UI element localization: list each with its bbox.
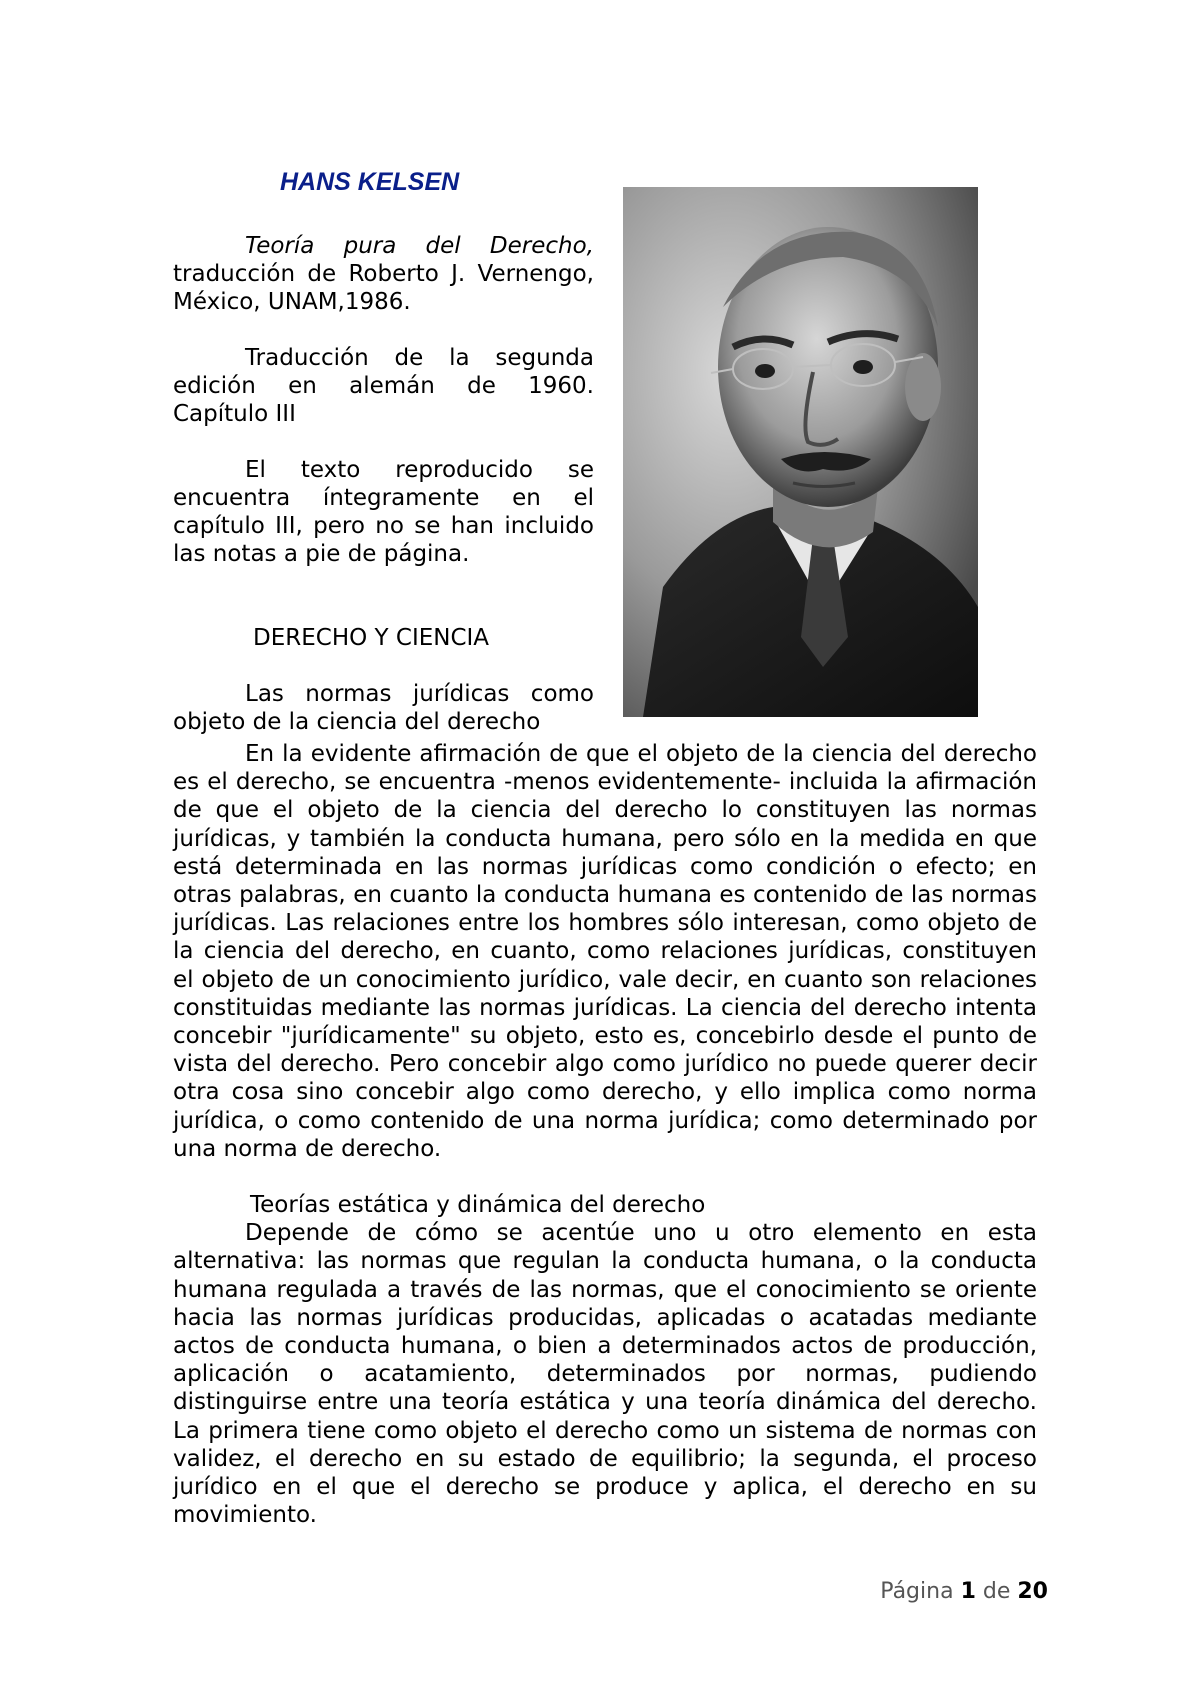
translation-note: Traducción de la segunda edición en alemán de 1960. Capítulo III <box>173 345 594 427</box>
portrait-image <box>623 187 978 717</box>
subheading-teorias: Teorías estática y dinámica del derecho <box>250 1192 706 1219</box>
book-title: Teoría pura del Derecho, <box>245 233 594 259</box>
text-note: El texto reproducido se encuentra íntegramente en el capítulo III, pero no se han incluido las notas a pie de página. <box>173 457 594 567</box>
document-title: HANS KELSEN <box>280 168 460 196</box>
section-heading: DERECHO Y CIENCIA <box>253 625 490 651</box>
page-number: 1 <box>960 1579 976 1604</box>
intro-column <box>173 232 594 736</box>
paragraph-teorias: Depende de cómo se acentúe uno u otro elemento en esta alternativa: las normas que regulan la conducta humana, o la conducta humana regulada a través de las normas, que el conocimiento se oriente hacia las normas jurídicas producidas, aplicadas o acatadas mediante actos de conducta humana, o bien a determinados actos de producción, aplicación o acatamiento, determinados por normas, pudiendo distinguirse entre una teoría estática y una teoría dinámica del derecho. La primera tiene como objeto el derecho como un sistema de normas con validez, el derecho en su estado de equilibrio; la segunda, el proceso jurídico en el que el derecho se produce y aplica, el derecho en su movimiento. <box>173 1220 1037 1529</box>
paragraph-objeto-ciencia: En la evidente afirmación de que el objeto de la ciencia del derecho es el derecho, se encuentra -menos evidentemente- incluida la afirmación de que el objeto de la ciencia del derecho lo constituyen las normas jurídicas, y también la conducta humana, pero sólo en la medida en que está determinada en las normas jurídicas como condición o efecto; en otras palabras, en cuanto la conducta humana es contenido de las normas jurídicas. Las relaciones entre los hombres sólo interesan, como objeto de la ciencia del derecho, en cuanto, como relaciones jurídicas, constituyen el objeto de un conocimiento jurídico, vale decir, en cuanto son relaciones constituidas mediante las normas jurídicas. La ciencia del derecho intenta concebir "jurídicamente" su objeto, esto es, concebirlo desde el punto de vista del derecho. Pero concebir algo como jurídico no puede querer decir otra cosa sino concebir algo como derecho, y ello implica como norma jurídica, o como contenido de una norma jurídica; como determinado por una norma de derecho. <box>173 741 1037 1162</box>
page-total: 20 <box>1017 1579 1048 1604</box>
subheading-normas: Las normas jurídicas como objeto de la ciencia del derecho <box>173 681 594 735</box>
of-label: de <box>982 1579 1011 1604</box>
reference-details: traducción de Roberto J. Vernengo, México, UNAM,1986. <box>173 261 594 315</box>
page-footer <box>880 1579 1048 1604</box>
main-body-text <box>173 740 1037 1529</box>
portrait-photo <box>623 187 978 717</box>
page-label: Página <box>880 1579 954 1604</box>
bibliographic-reference <box>173 232 594 316</box>
